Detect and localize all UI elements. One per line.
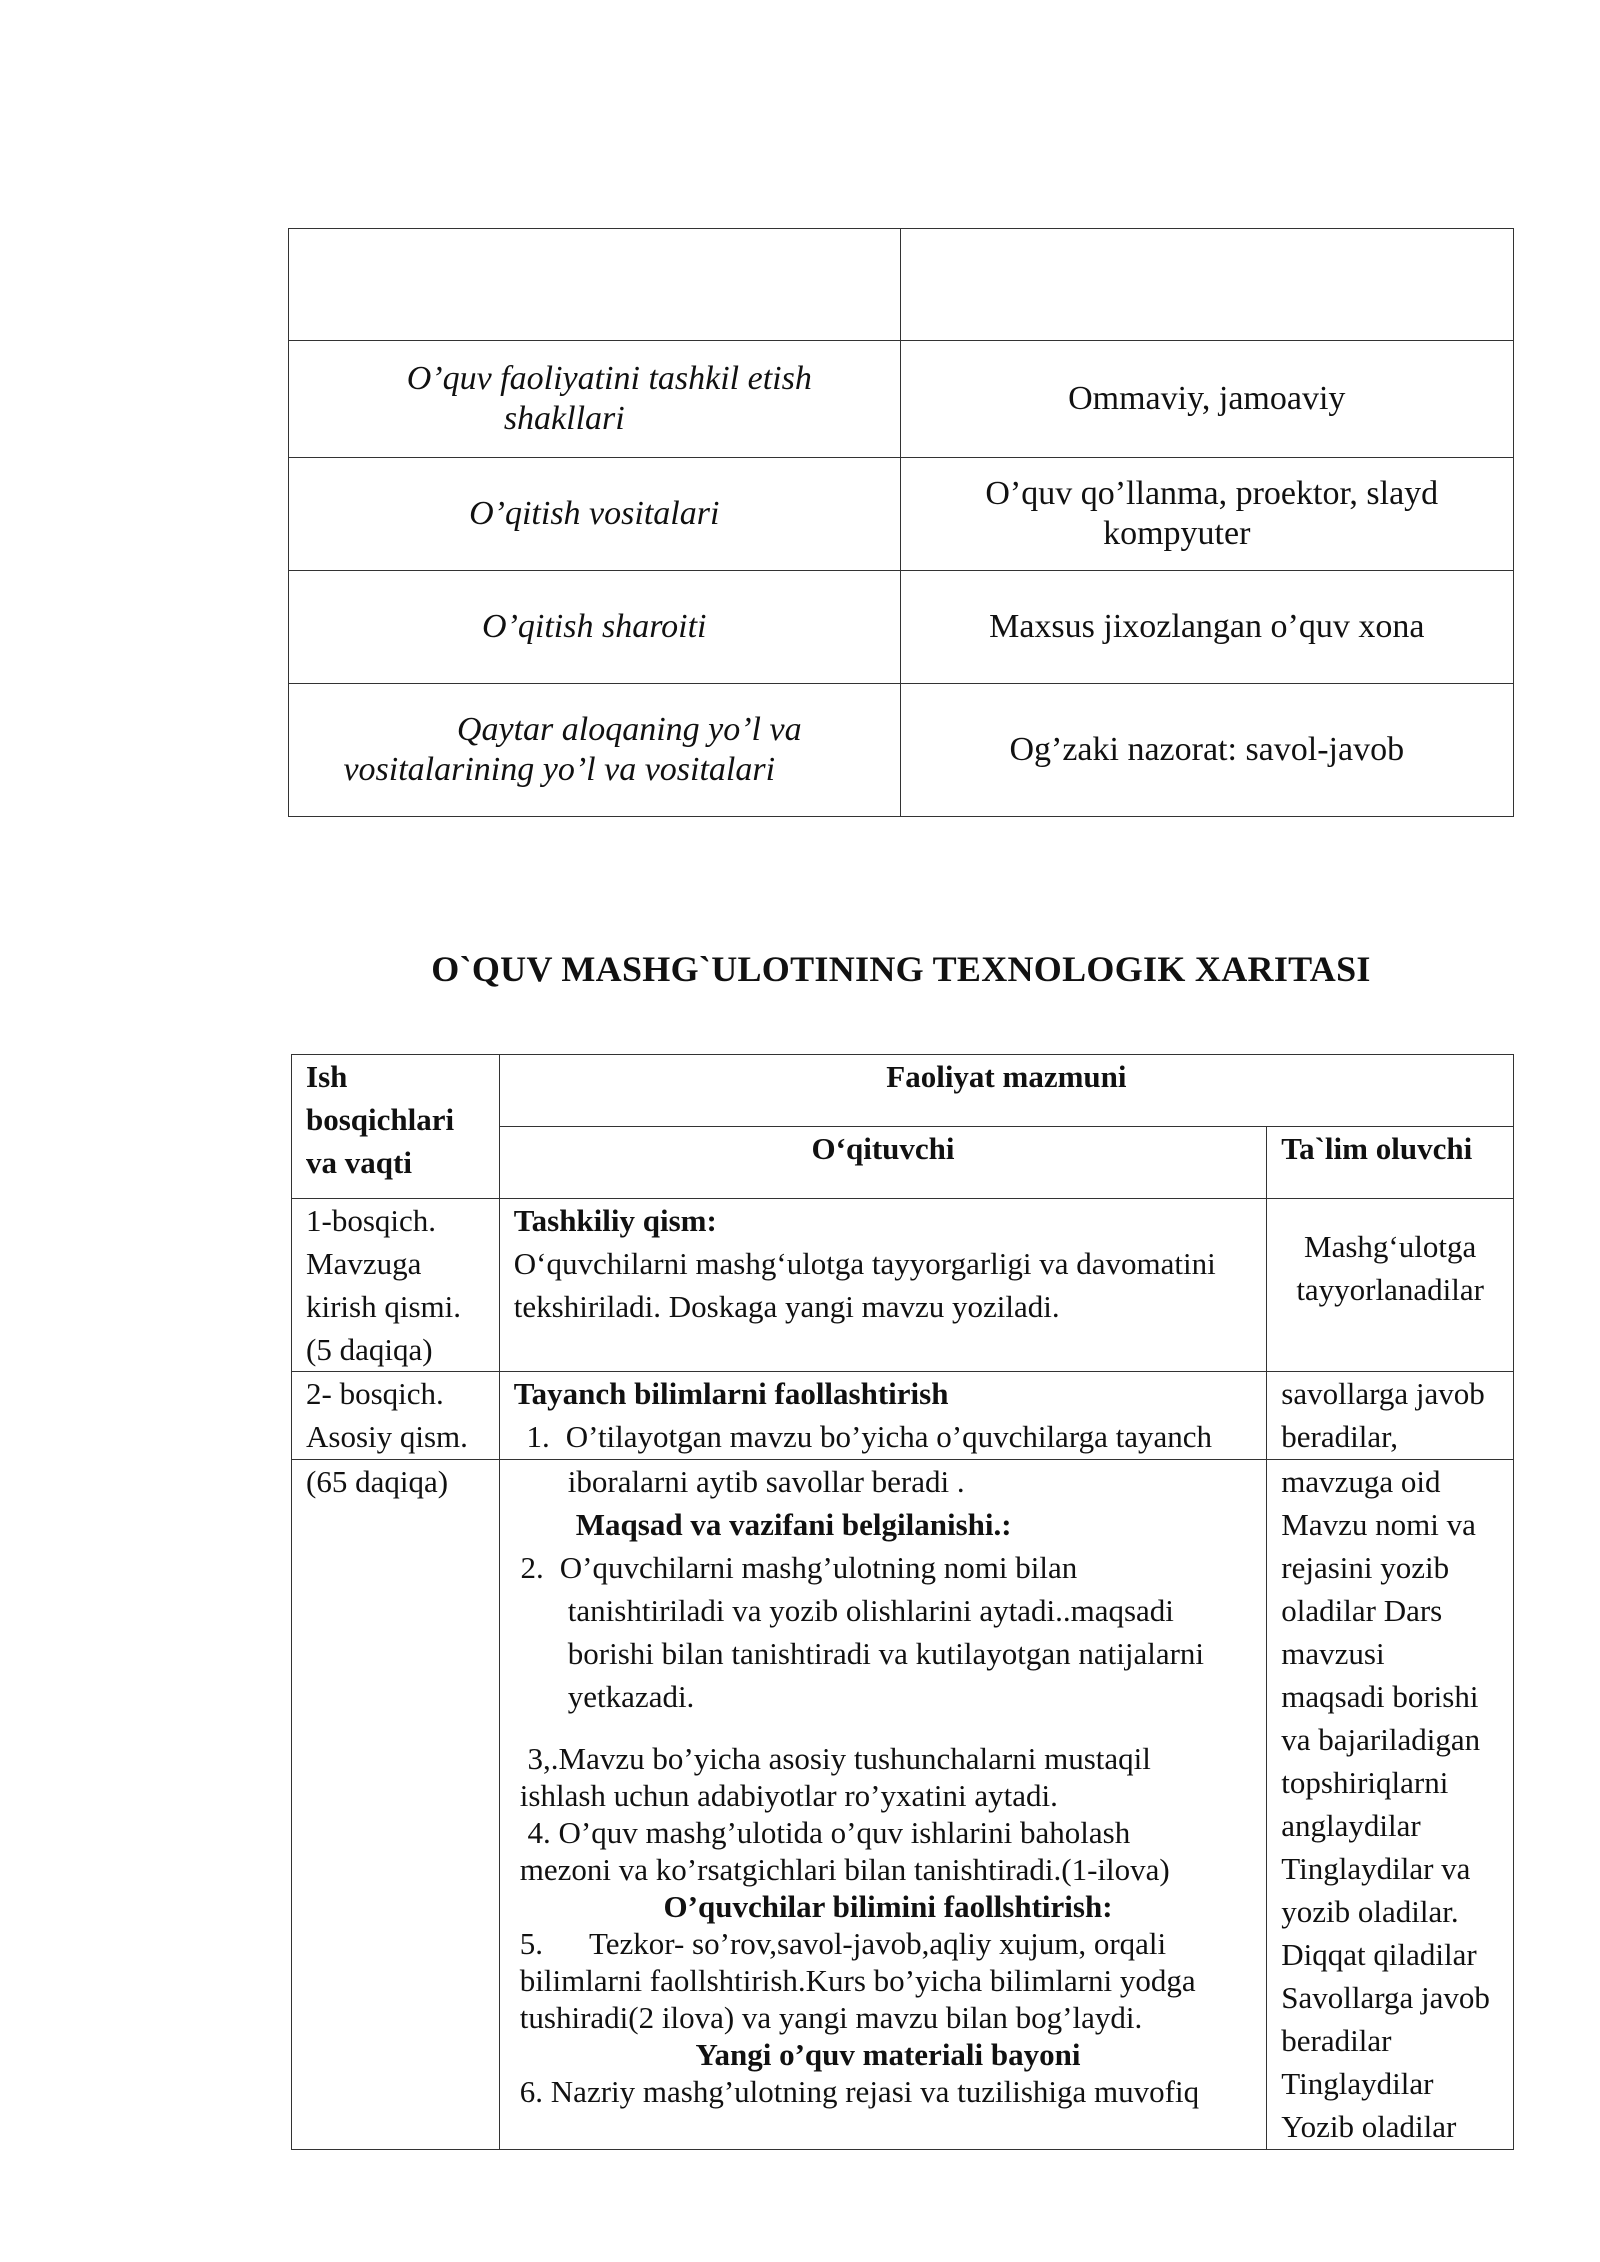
- table-row: [289, 341, 1514, 458]
- lesson-info-table: [288, 228, 1514, 817]
- info-label-line: Qaytar aloqaning yo’l va: [456, 711, 802, 748]
- stage-header-line: va vaqti: [306, 1145, 412, 1180]
- student-cell: [1267, 1199, 1514, 1372]
- stage-header-line: bosqichlari: [306, 1102, 455, 1137]
- info-label-cell: [289, 571, 901, 684]
- activity-text-line: bilimlarni faollshtirish.Kurs bo’yicha bilimlarni yodga: [519, 1963, 1196, 1998]
- info-value-cell: [900, 684, 1513, 817]
- activity-text-line: 4. O’quv mashg’ulotida o’quv ishlarini baholash: [519, 1815, 1131, 1850]
- student-line: Savollarga javob: [1281, 1980, 1490, 2015]
- teacher-cell: [499, 1460, 1266, 2150]
- list-text: O’tilayotgan mavzu bo’yicha o’quvchilarga tayanch: [565, 1419, 1212, 1454]
- activity-text-line: tushiradi(2 ilova) va yangi mavzu bilan bog’laydi.: [519, 2000, 1143, 2035]
- teacher-cell: [499, 1199, 1266, 1372]
- info-label-cell: [289, 684, 901, 817]
- table-header-row: [292, 1055, 1514, 1127]
- student-line: yozib oladilar.: [1281, 1894, 1459, 1929]
- activity-content-header: Faoliyat mazmuni: [499, 1055, 1513, 1127]
- student-line: maqsadi borishi: [1281, 1679, 1479, 1714]
- stage-cell: [292, 1199, 500, 1372]
- info-value-cell: [900, 571, 1513, 684]
- info-label-cell: [289, 341, 901, 458]
- info-label-line: O’qitish vositalari: [469, 495, 720, 532]
- stage-cell: [292, 1460, 500, 2150]
- info-label-line: shakllari: [503, 400, 625, 437]
- stage-header-cell: [292, 1055, 500, 1199]
- info-value-cell: [900, 341, 1513, 458]
- section-heading: O`QUV MASHG`ULOTINING TEXNOLOGIK XARITASI: [431, 949, 1371, 989]
- empty-cell: [900, 229, 1513, 341]
- list-item: [514, 1546, 1256, 1589]
- info-value-line: kompyuter: [1103, 515, 1251, 552]
- info-value-line: O’quv qo’llanma, proektor, slayd: [985, 475, 1439, 512]
- table-row: [292, 1199, 1514, 1372]
- stage-line: (5 daqiqa): [306, 1332, 433, 1367]
- info-label-line: O’qitish sharoiti: [482, 608, 707, 645]
- activity-subtitle: Maqsad va vazifani belgilanishi.:: [575, 1507, 1012, 1542]
- info-value-line: Ommaviy, jamoaviy: [1068, 380, 1346, 417]
- activity-text-line: iboralarni aytib savollar beradi .: [567, 1464, 965, 1499]
- info-label-line: O’quv faoliyatini tashkil etish: [406, 360, 812, 397]
- activity-subtitle: Yangi o’quv materiali bayoni: [695, 2037, 1081, 2072]
- activity-text-line: mezoni va ko’rsatgichlari bilan tanishtiradi.(1-ilova): [519, 1852, 1170, 1887]
- activity-title: Tashkiliy qism:: [513, 1203, 717, 1238]
- table-row: [292, 1372, 1514, 1460]
- stage-line: (65 daqiqa): [306, 1464, 449, 1499]
- activity-text-line: tanishtiriladi va yozib olishlarini aytadi..maqsadi: [567, 1593, 1174, 1628]
- activity-subtitle: O’quvchilar bilimini faollshtirish:: [663, 1889, 1113, 1924]
- stage-cell: [292, 1372, 500, 1460]
- table-row: [289, 571, 1514, 684]
- student-line: anglaydilar: [1281, 1808, 1421, 1843]
- activity-text-line: tekshiriladi. Doskaga yangi mavzu yoziladi.: [513, 1289, 1060, 1324]
- student-line: savollarga javob: [1281, 1376, 1485, 1411]
- activity-title: Tayanch bilimlarni faollashtirish: [513, 1376, 949, 1411]
- student-line: tayyorlanadilar: [1296, 1272, 1484, 1307]
- student-line: Tinglaydilar va: [1281, 1851, 1471, 1886]
- table-row: [292, 1460, 1514, 2150]
- info-label-line: vositalarining yo’l va vositalari: [343, 751, 776, 788]
- student-cell: [1267, 1460, 1514, 2150]
- stage-header-line: Ish: [306, 1059, 348, 1094]
- activity-text-line: 6. Nazriy mashg’ulotning rejasi va tuzilishiga muvofiq: [519, 2074, 1200, 2109]
- activity-text-line: 3,.Mavzu bo’yicha asosiy tushunchalarni mustaqil: [519, 1741, 1151, 1776]
- student-line: rejasini yozib: [1281, 1550, 1450, 1585]
- student-line: Yozib oladilar: [1281, 2109, 1457, 2144]
- list-number: 1.: [526, 1419, 550, 1454]
- table-row: [289, 458, 1514, 571]
- student-line: topshiriqlarni: [1281, 1765, 1449, 1800]
- info-value-cell: [900, 458, 1513, 571]
- teacher-cell: [499, 1372, 1266, 1460]
- student-line: oladilar Dars: [1281, 1593, 1443, 1628]
- student-cell: [1267, 1372, 1514, 1460]
- stage-line: Asosiy qism.: [306, 1419, 468, 1454]
- student-line: Tinglaydilar: [1281, 2066, 1434, 2101]
- student-line: mavzusi: [1281, 1636, 1385, 1671]
- student-line: Mavzu nomi va: [1281, 1507, 1476, 1542]
- activity-paragraphs: [514, 1740, 1256, 2110]
- list-text: O’quvchilarni mashg’ulotning nomi bilan: [559, 1550, 1078, 1585]
- list-item: [514, 1415, 1256, 1458]
- student-line: va bajariladigan: [1281, 1722, 1481, 1757]
- list-number: 2.: [520, 1550, 544, 1585]
- teacher-header: O‘qituvchi: [499, 1127, 1266, 1199]
- student-line: Mashg‘ulotga: [1304, 1229, 1477, 1264]
- info-value-line: Og’zaki nazorat: savol-javob: [1009, 731, 1405, 768]
- stage-line: 2- bosqich.: [306, 1376, 444, 1411]
- student-line: Diqqat qiladilar: [1281, 1937, 1477, 1972]
- technological-map-table: [291, 1054, 1514, 2150]
- activity-text-line: borishi bilan tanishtiradi va kutilayotgan natijalarni: [567, 1636, 1205, 1671]
- activity-text-line: 5. Tezkor- so’rov,savol-javob,aqliy xujum, orqali: [519, 1926, 1167, 1961]
- table-row: [289, 684, 1514, 817]
- info-value-line: Maxsus jixozlangan o’quv xona: [989, 608, 1425, 645]
- activity-text-line: O‘quvchilarni mashg‘ulotga tayyorgarligi va davomatini: [513, 1246, 1216, 1281]
- activity-text-line: yetkazadi.: [567, 1679, 695, 1714]
- stage-line: 1-bosqich.: [306, 1203, 437, 1238]
- empty-cell: [289, 229, 901, 341]
- stage-line: kirish qismi.: [306, 1289, 462, 1324]
- table-row: [289, 229, 1514, 341]
- student-line: mavzuga oid: [1281, 1464, 1441, 1499]
- info-label-cell: [289, 458, 901, 571]
- student-line: beradilar,: [1281, 1419, 1398, 1454]
- student-line: beradilar: [1281, 2023, 1392, 2058]
- activity-text-line: ishlash uchun adabiyotlar ro’yxatini aytadi.: [519, 1778, 1058, 1813]
- student-header: Ta`lim oluvchi: [1267, 1127, 1514, 1199]
- stage-line: Mavzuga: [306, 1246, 422, 1281]
